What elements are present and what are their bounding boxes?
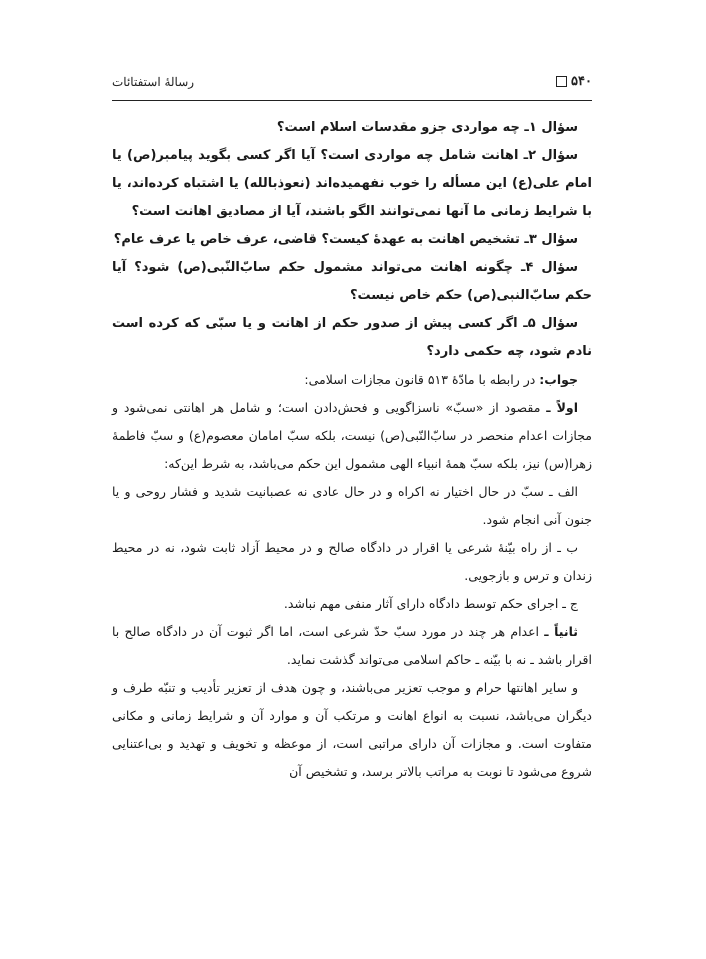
condition-jim: ج ـ اجرای حکم توسط دادگاه دارای آثار منفی مهم نباشد. [283, 596, 578, 611]
answer-label: جواب: [539, 372, 578, 387]
condition-alef: الف ـ سبّ در حال اختیار نه اکراه و در حال عادی نه عصبانیت شدید و فشار روحی و یا جنون آنی انجام شود. [112, 484, 592, 527]
header-divider [112, 100, 592, 101]
square-bullet-icon [556, 76, 567, 87]
page-body [112, 114, 592, 786]
second-text: اعدام هر چند در مورد سبّ حدّ شرعی است، اما اگر ثبوت آن در دادگاه صالح با اقرار باشد ـ نه با بیّنه ـ حاکم اسلامی می‌تواند گذشت نماید. [112, 624, 592, 667]
book-title: رسالهٔ استفتائات [112, 75, 195, 89]
page-number: ۵۴۰ [571, 74, 592, 89]
question-3: سؤال ۳ـ تشخیص اهانت به عهدهٔ کیست؟ قاضی، عرف خاص یا عرف عام؟ [113, 232, 578, 247]
answer-second [112, 618, 592, 674]
first-text: مقصود از «سبّ» ناسزاگویی و فحش‌دادن است؛ و شامل هر اهانتی نمی‌شود و مجازات اعدام منحصر در سابّ‌النّبی(ص) نیست، بلکه سبّ امامان معصوم(ع) و سبّ فاطمهٔ زهرا(س) نیز، بلکه سبّ همهٔ انبیاء الهی مشمول این حکم می‌باشد، به شرط این‌که: [112, 400, 592, 471]
answer-intro [112, 366, 592, 394]
second-label: ثانیاً ـ [544, 624, 578, 639]
answer-final: و سایر اهانتها حرام و موجب تعزیر می‌باشند، و چون هدف از تعزیر تأدیب و تنبّه طرف و دیگران می‌باشد، نسبت به انواع اهانت و مرتکب آن و موارد آن و شرایط زمانی و مکانی متفاوت است. و مجازات آن دارای مراتبی است، از موعظه و تخویف و تهدید و بی‌اعتنایی شروع می‌شود تا نوبت به مراتب بالاتر برسد، و تشخیص آن [112, 680, 592, 779]
question-2: سؤال ۲ـ اهانت شامل چه مواردی است؟ آیا اگر کسی بگوید پیامبر(ص) یا امام علی(ع) این مسأله را خوب نفهمیده‌اند (نعوذبالله) یا اشتباه کرده‌اند، یا با شرایط زمانی ما آنها نمی‌توانند الگو باشند، آیا از مصادیق اهانت است؟ [112, 148, 592, 219]
page-number-block [556, 74, 592, 89]
running-header [112, 74, 592, 94]
first-label: اولاً ـ [546, 400, 578, 415]
question-1: سؤال ۱ـ چه مواردی جزو مقدسات اسلام است؟ [276, 120, 578, 135]
question-4: سؤال ۴ـ چگونه اهانت می‌تواند مشمول حکم سابّ‌النّبی(ص) شود؟ آیا حکم سابّ‌النبی(ص) حکم خاص نیست؟ [112, 260, 592, 303]
answer-first [112, 394, 592, 478]
question-5: سؤال ۵ـ اگر کسی پیش از صدور حکم از اهانت و یا سبّی که کرده است نادم شود، چه حکمی دارد؟ [112, 316, 592, 359]
answer-intro-text: در رابطه با مادّهٔ ۵۱۳ قانون مجازات اسلامی: [304, 372, 540, 387]
condition-be: ب ـ از راه بیّنهٔ شرعی یا اقرار در دادگاه صالح و در محیط آزاد ثابت شود، نه در محیط زندان و ترس و بازجویی. [112, 540, 592, 583]
